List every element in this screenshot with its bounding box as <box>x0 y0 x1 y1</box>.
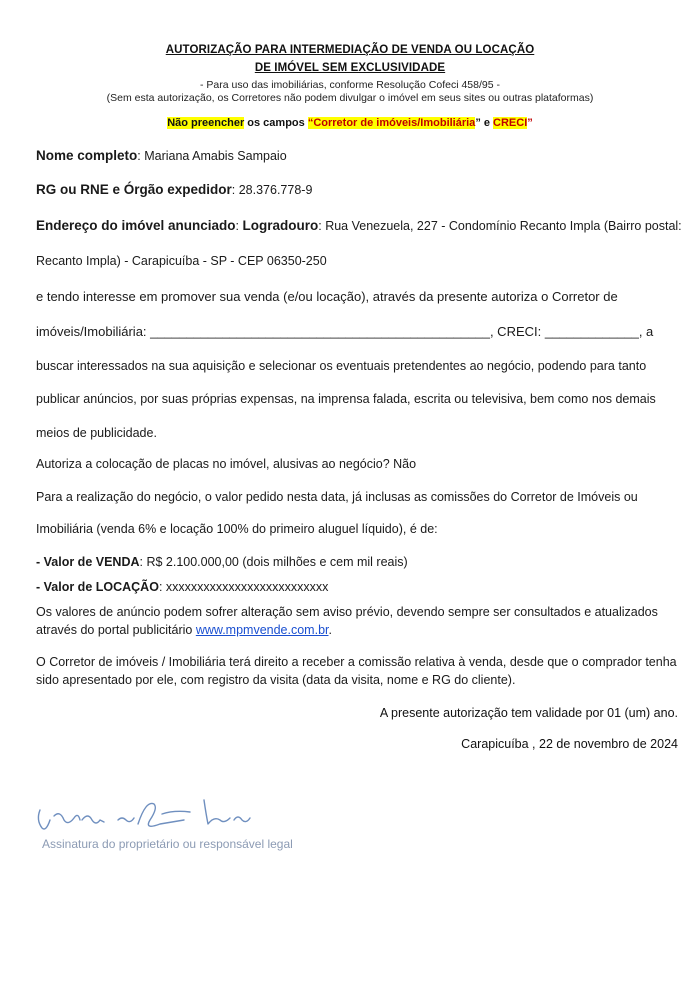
validity-statement: A presente autorização tem validade por 01 (um) ano. <box>379 706 678 720</box>
signature-stroke-3 <box>82 816 104 823</box>
address-line-1: : Rua Venezuela, 227 - Condomínio Recanto Impla (Bairro postal: <box>318 219 682 233</box>
rent-amount: : xxxxxxxxxxxxxxxxxxxxxxxxxx <box>158 580 329 594</box>
warning-part-2: os campos <box>244 117 308 129</box>
sale-amount: : R$ 2.100.000,00 (dois milhões e cem mil reais) <box>139 555 408 569</box>
paragraph-4-line-2: sido apresentado por ele, com registro da visita (data da visita, nome e RG do cliente). <box>36 673 516 687</box>
subtitle-notice: (Sem esta autorização, os Corretores não podem divulgar o imóvel em seus sites ou outras plataformas) <box>106 92 594 104</box>
paragraph-1-line-3: buscar interessados na sua aquisição e selecionar os eventuais pretendentes ao negócio, podendo para tanto <box>36 359 647 373</box>
date-place: Carapicuíba , 22 de novembro de 2024 <box>461 737 678 751</box>
warning-part-6: ” <box>527 117 533 129</box>
paragraph-2-line-1: Para a realização do negócio, o valor pedido nesta data, já inclusas as comissões do Corretor de Imóveis ou <box>36 490 638 504</box>
signature-label: Assinatura do proprietário ou responsável legal <box>42 837 293 851</box>
rg-field <box>36 182 312 197</box>
address-label: Endereço do imóvel anunciado <box>36 218 236 233</box>
handwritten-signature <box>34 790 294 840</box>
paragraph-3-prefix: através do portal publicitário <box>36 623 196 637</box>
sale-value <box>36 555 408 569</box>
address-field <box>36 218 682 233</box>
paragraph-4-line-1: O Corretor de imóveis / Imobiliária terá direito a receber a comissão relativa à venda, desde que o comprador tenha <box>36 655 677 669</box>
logradouro-label: Logradouro <box>242 218 319 233</box>
warning-part-1: Não preencher <box>167 117 245 129</box>
paragraph-1-line-1: e tendo interesse em promover sua venda (e/ou locação), através da presente autoriza o Corretor de <box>36 289 618 304</box>
warning-part-4: ” e <box>475 117 494 129</box>
signature-stroke-2 <box>54 814 80 823</box>
title-line-2: DE IMÓVEL SEM EXCLUSIVIDADE <box>254 62 446 74</box>
portal-link[interactable]: www.mpmvende.com.br <box>195 623 329 637</box>
title-line-1: AUTORIZAÇÃO PARA INTERMEDIAÇÃO DE VENDA OU LOCAÇÃO <box>165 44 535 56</box>
name-label: Nome completo <box>36 148 138 163</box>
rent-label: - Valor de LOCAÇÃO <box>36 580 159 594</box>
signature-stroke-6 <box>162 811 190 814</box>
signature-stroke-7 <box>204 800 230 824</box>
address-line-2: Recanto Impla) - Carapicuíba - SP - CEP 06350-250 <box>36 254 327 268</box>
signature-stroke-4 <box>118 818 134 822</box>
paragraph-3-suffix: . <box>328 623 332 637</box>
rent-value <box>36 580 328 594</box>
paragraph-2-line-2: Imobiliária (venda 6% e locação 100% do primeiro aluguel líquido), é de: <box>36 522 438 536</box>
signature-stroke-5 <box>138 803 184 826</box>
signature-stroke-8 <box>234 817 250 822</box>
paragraph-3-line-1: Os valores de anúncio podem sofrer alteração sem aviso prévio, devendo sempre ser consultados e atualizados <box>36 605 658 619</box>
paragraph-3-line-2 <box>36 623 332 637</box>
rg-value: : 28.376.778-9 <box>231 183 313 197</box>
rg-label: RG ou RNE e Órgão expedidor <box>36 182 232 197</box>
signature-stroke-1 <box>38 810 50 829</box>
fill-warning <box>0 117 700 129</box>
warning-part-5: CRECI <box>493 117 528 129</box>
paragraph-1-line-2: imóveis/Imobiliária: _______________________________________________, CRECI: _____________, a <box>36 324 654 339</box>
sale-label: - Valor de VENDA <box>36 555 140 569</box>
address-sep: : <box>235 219 243 233</box>
warning-part-3: “Corretor de imóveis/Imobiliária <box>307 117 476 129</box>
paragraph-1-line-5: meios de publicidade. <box>36 426 157 440</box>
subtitle-resolution: - Para uso das imobiliárias, conforme Resolução Cofeci 458/95 - <box>200 79 500 91</box>
signs-question: Autoriza a colocação de placas no imóvel, alusivas ao negócio? Não <box>36 457 417 471</box>
paragraph-1-line-4: publicar anúncios, por suas próprias expensas, na imprensa falada, escrita ou televisiva, bem como nos demais <box>36 392 656 406</box>
name-value: : Mariana Amabis Sampaio <box>137 149 287 163</box>
name-field <box>36 148 287 163</box>
